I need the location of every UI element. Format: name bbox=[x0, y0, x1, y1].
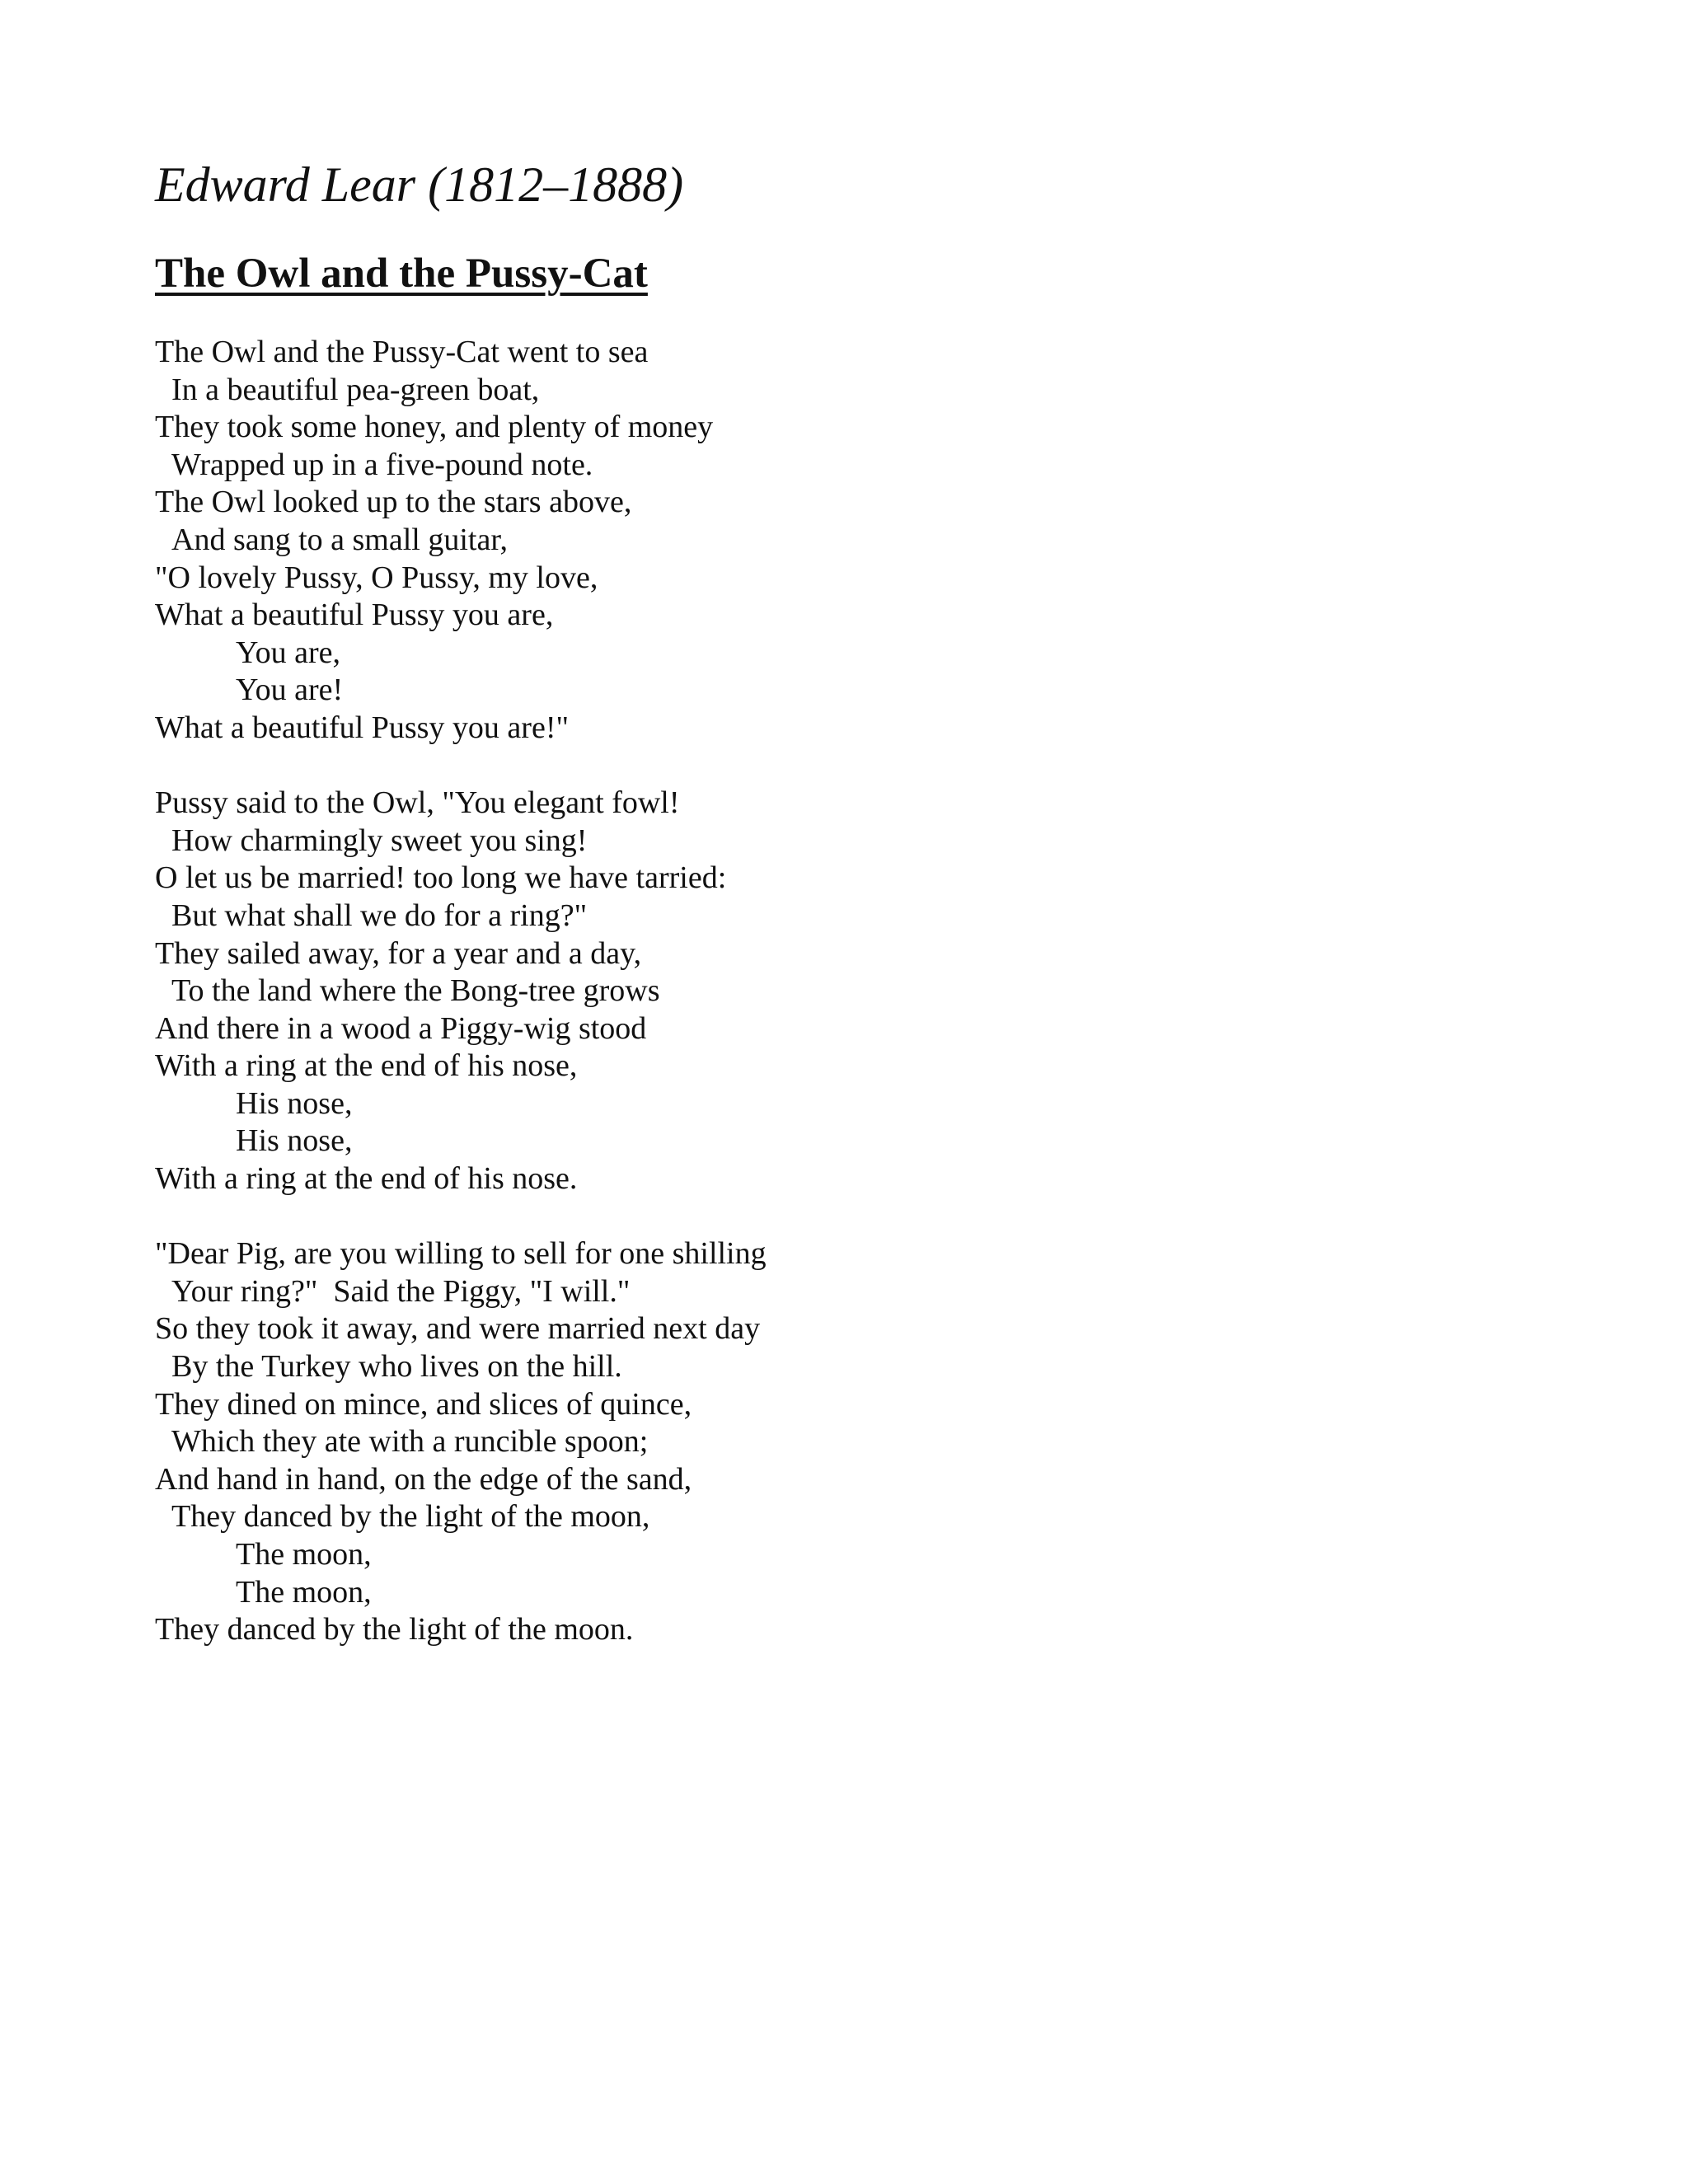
poem-line: How charmingly sweet you sing! bbox=[171, 823, 588, 858]
poem-body bbox=[155, 334, 1556, 1686]
poem-line: But what shall we do for a ring?" bbox=[171, 898, 588, 933]
poem-line: Your ring?" Said the Piggy, "I will." bbox=[171, 1273, 631, 1309]
stanza-3 bbox=[155, 1235, 1556, 1649]
poem-line: The moon, bbox=[236, 1574, 372, 1610]
poem-line: With a ring at the end of his nose, bbox=[155, 1048, 578, 1084]
poem-line: "O lovely Pussy, O Pussy, my love, bbox=[155, 560, 598, 595]
poem-line: O let us be married! too long we have tarried: bbox=[155, 860, 727, 896]
poem-line: Pussy said to the Owl, "You elegant fowl! bbox=[155, 785, 680, 821]
poem-line: They took some honey, and plenty of money bbox=[155, 410, 714, 445]
poem-line: In a beautiful pea-green boat, bbox=[171, 372, 540, 407]
poem-line: They dined on mince, and slices of quince, bbox=[155, 1386, 692, 1422]
poem-line: They danced by the light of the moon, bbox=[171, 1499, 650, 1535]
poem-line: By the Turkey who lives on the hill. bbox=[171, 1349, 622, 1385]
poem-line: His nose, bbox=[236, 1085, 353, 1121]
poem-line: "Dear Pig, are you willing to sell for one shilling bbox=[155, 1236, 767, 1272]
poem-line: His nose, bbox=[236, 1123, 353, 1159]
poem-line: Which they ate with a runcible spoon; bbox=[171, 1424, 649, 1460]
poem-line: The moon, bbox=[236, 1537, 372, 1572]
poem-line: To the land where the Bong-tree grows bbox=[171, 973, 660, 1009]
stanza-1 bbox=[155, 334, 1556, 748]
poem-line: Wrapped up in a five-pound note. bbox=[171, 447, 593, 482]
poem-line: And there in a wood a Piggy-wig stood bbox=[155, 1010, 647, 1046]
poem-line: And sang to a small guitar, bbox=[171, 522, 508, 557]
poem-line: You are, bbox=[236, 635, 341, 670]
poem-line: What a beautiful Pussy you are, bbox=[155, 598, 554, 633]
author-heading: Edward Lear (1812–1888) bbox=[155, 157, 684, 212]
poem-line: And hand in hand, on the edge of the sand, bbox=[155, 1461, 692, 1497]
poem-line: With a ring at the end of his nose. bbox=[155, 1161, 578, 1197]
poem-line: They sailed away, for a year and a day, bbox=[155, 935, 642, 971]
poem-line: The Owl and the Pussy-Cat went to sea bbox=[155, 335, 649, 369]
poem-line: What a beautiful Pussy you are!" bbox=[155, 710, 569, 745]
poem-line: So they took it away, and were married next day bbox=[155, 1311, 761, 1347]
poem-line: You are! bbox=[236, 673, 344, 708]
poem-line: They danced by the light of the moon. bbox=[155, 1612, 634, 1647]
stanza-2 bbox=[155, 785, 1556, 1198]
poem-line: The Owl looked up to the stars above, bbox=[155, 485, 632, 520]
poem-title: The Owl and the Pussy-Cat bbox=[155, 251, 648, 297]
